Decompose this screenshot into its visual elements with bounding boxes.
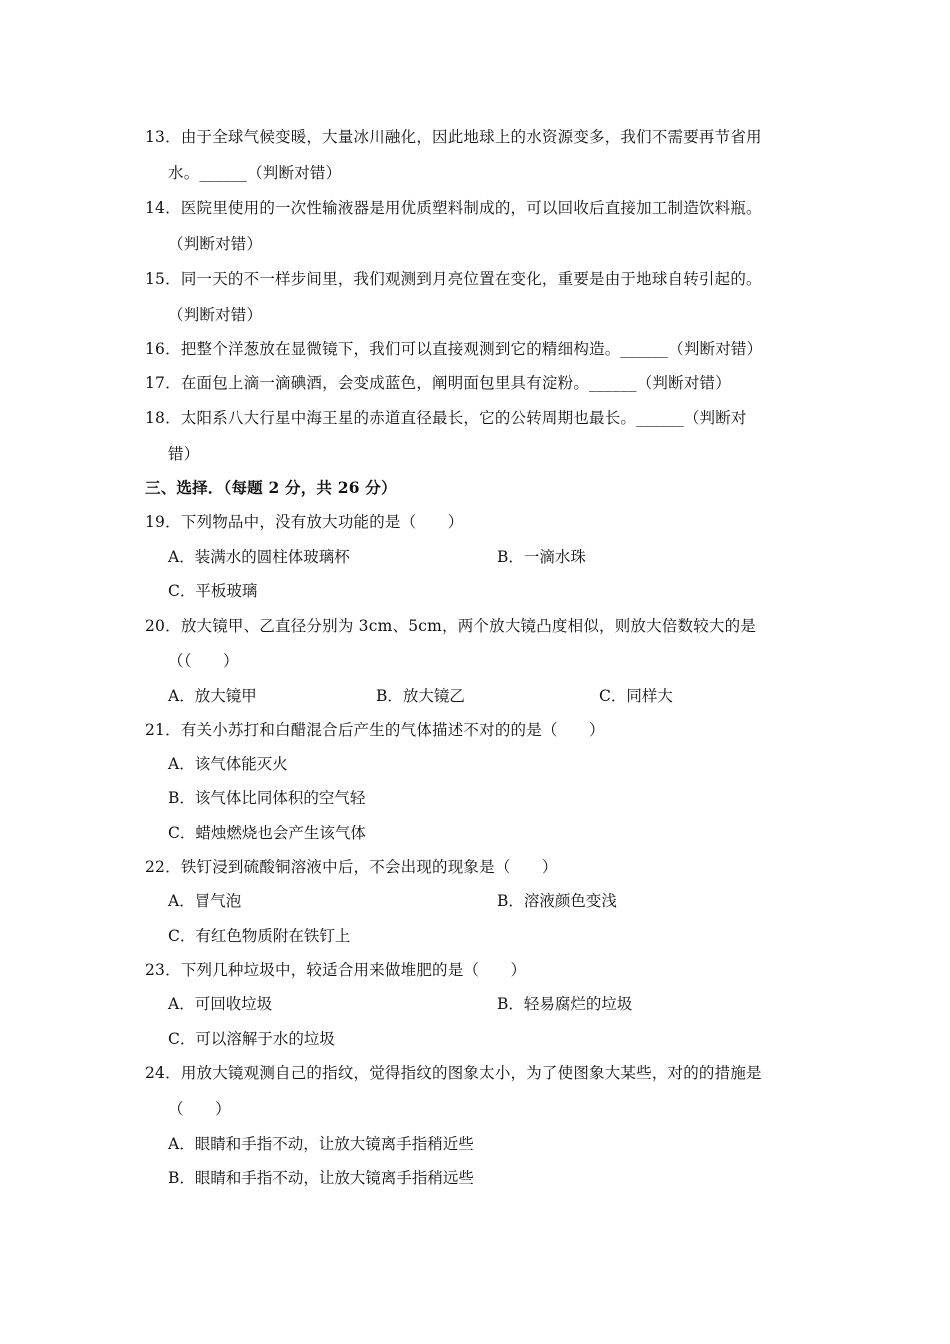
question-19-option-b: B．一滴水珠 [497,548,586,566]
question-24-stem: 24．用放大镜观测自己的指纹，觉得指纹的图象太小，为了使图象大某些，对的的措施是 [145,1064,762,1082]
question-19-option-c: C．平板玻璃 [168,582,258,600]
section-3-heading: 三、选择．（每题 2 分，共 26 分） [145,478,397,497]
question-19-option-a: A．装满水的圆柱体玻璃杯 [168,548,350,566]
question-20-option-a: A．放大镜甲 [168,687,257,705]
question-14-line-2: （判断对错） [168,235,263,253]
question-20-option-c: C．同样大 [599,687,673,705]
question-24-option-a: A．眼睛和手指不动，让放大镜离手指稍近些 [168,1135,474,1153]
question-15-line-1: 15．同一天的不一样步间里，我们观测到月亮位置在变化，重要是由于地球自转引起的。 [145,270,762,288]
question-23-stem: 23．下列几种垃圾中，较适合用来做堆肥的是（ ） [145,961,527,979]
question-23-option-c: C．可以溶解于水的垃圾 [168,1030,335,1048]
question-20-option-b: B．放大镜乙 [376,687,465,705]
question-18-line-1: 18．太阳系八大行星中海王星的赤道直径最长，它的公转周期也最长。______（判断对 [145,409,747,427]
question-16: 16．把整个洋葱放在显微镜下，我们可以直接观测到它的精细构造。______（判断对错） [145,340,763,358]
question-24-option-b: B．眼睛和手指不动，让放大镜离手指稍远些 [168,1169,474,1187]
question-19-stem: 19．下列物品中，没有放大功能的是（ ） [145,513,464,531]
question-14-line-1: 14．医院里使用的一次性输液器是用优质塑料制成的，可以回收后直接加工制造饮料瓶。 [145,199,762,217]
question-23-option-b: B．轻易腐烂的垃圾 [497,995,633,1013]
question-17: 17．在面包上滴一滴碘酒，会变成蓝色，阐明面包里具有淀粉。______（判断对错） [145,374,731,392]
question-20-stem: 20．放大镜甲、乙直径分别为 3cm、5cm，两个放大镜凸度相似，则放大倍数较大的是 [145,617,757,635]
question-13-line-2: 水。______（判断对错） [168,164,342,182]
question-23-option-a: A．可回收垃圾 [168,995,273,1013]
question-13-line-1: 13．由于全球气候变暖，大量冰川融化，因此地球上的水资源变多，我们不需要再节省用 [145,128,762,146]
question-21-option-a: A．该气体能灭火 [168,755,288,773]
question-20-stem-2: （（ ） [168,652,239,670]
question-21-option-b: B．该气体比同体积的空气轻 [168,789,366,807]
question-18-line-2: 错） [168,445,200,463]
question-24-stem-2: （ ） [168,1100,231,1118]
question-21-stem: 21．有关小苏打和白醋混合后产生的气体描述不对的的是（ ） [145,721,605,739]
question-15-line-2: （判断对错） [168,306,263,324]
question-22-option-a: A．冒气泡 [168,892,242,910]
question-22-stem: 22．铁钉浸到硫酸铜溶液中后，不会出现的现象是（ ） [145,858,558,876]
question-22-option-b: B．溶液颜色变浅 [497,892,617,910]
question-21-option-c: C．蜡烛燃烧也会产生该气体 [168,824,366,842]
question-22-option-c: C．有红色物质附在铁钉上 [168,927,351,945]
